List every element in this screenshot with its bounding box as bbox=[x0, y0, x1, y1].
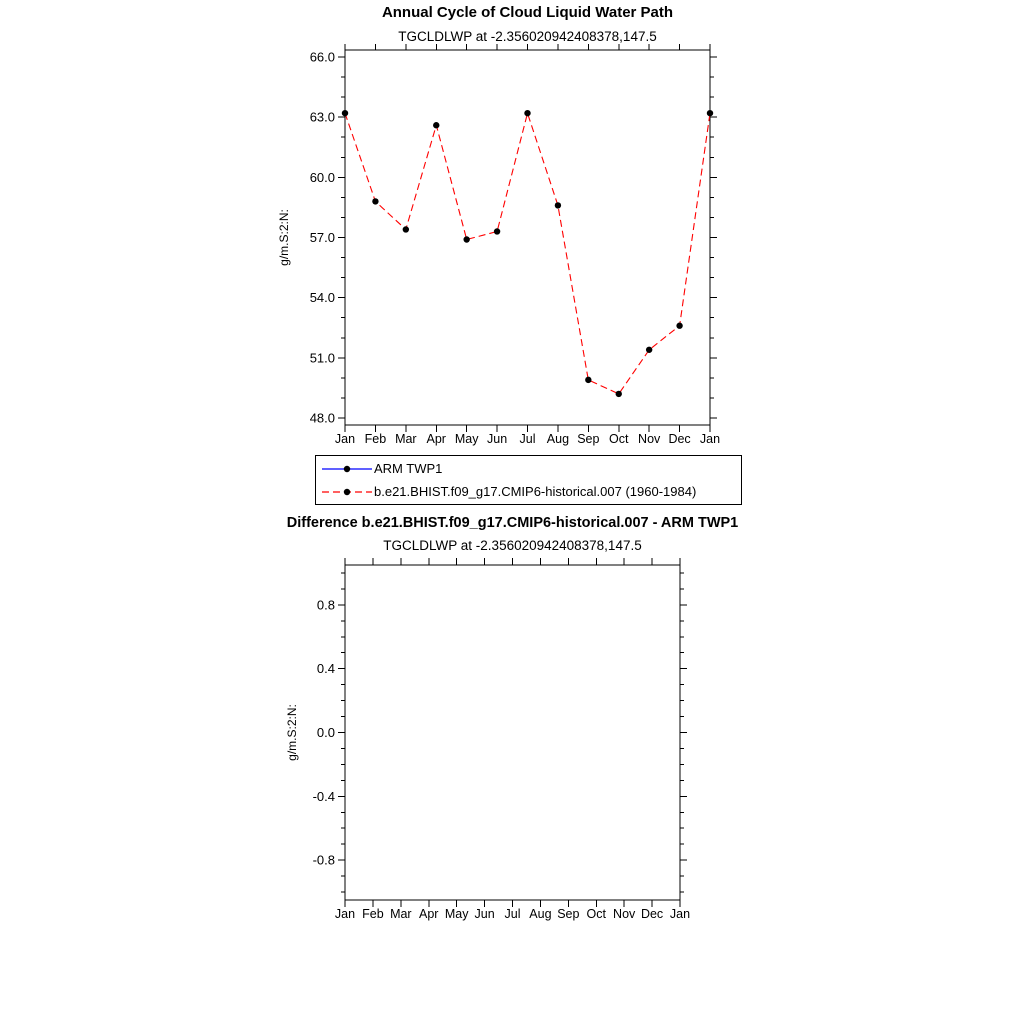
svg-text:51.0: 51.0 bbox=[309, 350, 335, 366]
svg-text:54.0: 54.0 bbox=[309, 290, 335, 306]
top-chart-title: Annual Cycle of Cloud Liquid Water Path bbox=[381, 4, 674, 21]
svg-text:Mar: Mar bbox=[395, 432, 417, 446]
svg-text:Apr: Apr bbox=[419, 907, 439, 921]
svg-text:Feb: Feb bbox=[364, 432, 387, 446]
svg-text:Jul: Jul bbox=[504, 907, 521, 921]
svg-text:Jan: Jan bbox=[699, 432, 721, 446]
svg-text:Feb: Feb bbox=[362, 907, 384, 921]
svg-text:Aug: Aug bbox=[546, 432, 570, 446]
svg-text:0.4: 0.4 bbox=[316, 661, 335, 677]
svg-text:May: May bbox=[444, 907, 469, 921]
svg-text:Jun: Jun bbox=[487, 432, 508, 446]
svg-text:Aug: Aug bbox=[529, 907, 552, 921]
legend-swatch-dashed-red-line bbox=[321, 486, 373, 498]
legend-swatch-solid-blue-line bbox=[321, 463, 373, 475]
svg-text:g/m.S:2:N:: g/m.S:2:N: bbox=[285, 704, 299, 761]
bottom-chart-title: Difference b.e21.BHIST.f09_g17.CMIP6-historical.007 - ARM TWP1 bbox=[286, 515, 739, 531]
svg-text:0.0: 0.0 bbox=[316, 725, 335, 740]
svg-text:Sep: Sep bbox=[557, 907, 580, 921]
svg-text:66.0: 66.0 bbox=[309, 49, 335, 65]
svg-text:Jun: Jun bbox=[474, 907, 495, 921]
chart-legend bbox=[315, 455, 742, 505]
svg-text:Dec: Dec bbox=[668, 432, 691, 446]
svg-text:Nov: Nov bbox=[638, 432, 661, 446]
svg-text:Apr: Apr bbox=[426, 432, 446, 446]
svg-text:Mar: Mar bbox=[390, 907, 412, 921]
svg-text:Sep: Sep bbox=[577, 432, 600, 446]
legend-item-model-run bbox=[321, 480, 741, 503]
svg-text:Oct: Oct bbox=[586, 907, 606, 921]
svg-text:48.0: 48.0 bbox=[309, 410, 335, 426]
svg-text:Oct: Oct bbox=[609, 432, 629, 446]
svg-text:May: May bbox=[454, 432, 479, 446]
svg-text:Jul: Jul bbox=[519, 432, 536, 446]
svg-text:Jan: Jan bbox=[334, 907, 356, 921]
svg-text:Dec: Dec bbox=[640, 907, 664, 921]
svg-text:Jan: Jan bbox=[334, 432, 356, 446]
svg-text:Nov: Nov bbox=[613, 907, 636, 921]
top-chart-plot bbox=[270, 44, 740, 454]
svg-text:60.0: 60.0 bbox=[309, 169, 335, 185]
svg-text:63.0: 63.0 bbox=[309, 109, 335, 125]
svg-text:-0.4: -0.4 bbox=[312, 788, 335, 804]
svg-text:57.0: 57.0 bbox=[309, 230, 335, 245]
legend-item-arm-twp1 bbox=[321, 457, 741, 480]
svg-text:g/m.S:2:N:: g/m.S:2:N: bbox=[277, 209, 291, 266]
top-chart-subtitle: TGCLDLWP at -2.356020942408378,147.5 bbox=[398, 29, 657, 44]
svg-text:Jan: Jan bbox=[669, 907, 691, 921]
legend-label-model-run: b.e21.BHIST.f09_g17.CMIP6-historical.007 (1960-1984) bbox=[374, 484, 697, 499]
legend-label-arm-twp1: ARM TWP1 bbox=[374, 461, 443, 476]
bottom-chart-plot bbox=[270, 555, 710, 930]
bottom-chart-subtitle: TGCLDLWP at -2.356020942408378,147.5 bbox=[383, 538, 642, 553]
svg-text:-0.8: -0.8 bbox=[312, 852, 335, 868]
svg-text:0.8: 0.8 bbox=[316, 597, 335, 613]
